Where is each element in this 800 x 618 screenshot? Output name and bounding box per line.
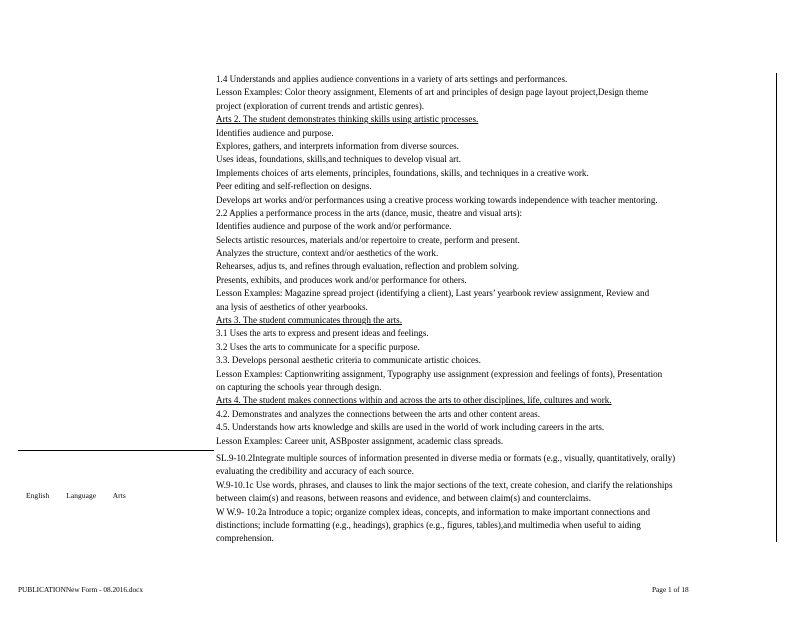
standard-heading: Arts 4. The student makes connections within and across the arts to other disciplines, life, cultures and work. [216,395,612,406]
lesson-examples-line: Lesson Examples: Captionwriting assignment, Typography use assignment (expression and feelings of fonts), Presentation [216,368,663,379]
ela-standard-line: W.9-10.1c Use words, phrases, and clauses to link the major sections of the text, create cohesion, and clarify the relationships [216,479,673,490]
body-line: Selects artistic resources, materials and/or repertoire to create, perform and present. [216,234,520,245]
row-divider [18,450,214,451]
body-line: Peer editing and self-reflection on designs. [216,181,372,192]
subject-arts: Arts [112,491,126,500]
body-line: Identifies audience and purpose of the work and/or performance. [216,221,452,232]
ela-standard-line: SL.9-10.2Integrate multiple sources of information presented in diverse media or formats (e.g., visually, quantitatively, orally) [216,453,676,463]
footer-filename: PUBLICATIONNew Form - 08.2016.docx [18,585,144,594]
ela-standard-line: between claim(s) and reasons, between reasons and evidence, and between claim(s) and counterclaims. [216,493,591,504]
ela-standard-line: distinctions; include formatting (e.g., headings), graphics (e.g., figures, tables),and multimedia when useful to aiding [216,519,641,530]
lesson-examples-line: Lesson Examples: Color theory assignment, Elements of art and principles of design page layout project,Design theme [216,87,649,98]
standards-column [216,73,776,448]
ela-standards-column [216,452,776,546]
lesson-examples-line: Lesson Examples: Career unit, ASBposter assignment, academic class spreads. [216,435,504,446]
body-line: Presents, exhibits, and produces work and/or performance for others. [216,274,467,285]
table-right-border [776,73,777,542]
body-line: project (exploration of current trends and artistic genres). [216,100,425,111]
body-line: 3.1 Uses the arts to express and present ideas and feelings. [216,328,429,339]
body-line: Develops art works and/or performances using a creative process working towards independence with teacher mentoring. [216,194,658,205]
ela-standard-line: evaluating the credibility and accuracy of each source. [216,466,414,477]
subject-label [26,491,141,500]
body-line: 1.4 Understands and applies audience conventions in a variety of arts settings and performances. [216,74,568,84]
subject-language: Language [66,491,97,500]
body-line: Explores, gathers, and interprets information from diverse sources. [216,140,459,151]
body-line: 3.3. Develops personal aesthetic criteria to communicate artistic choices. [216,355,481,366]
body-line: Implements choices of arts elements, principles, foundations, skills, and techniques in a creative work. [216,167,589,178]
body-line: Rehearses, adjus ts, and refines through evaluation, reflection and problem solving. [216,261,520,272]
subject-english: English [26,491,50,500]
standard-heading: Arts 2. The student demonstrates thinking skills using artistic processes. [216,114,479,125]
body-line: Identifies audience and purpose. [216,127,334,138]
ela-standard-line: W W.9- 10.2a Introduce a topic; organize complex ideas, concepts, and information to make important connections and [216,506,651,517]
body-line: Analyzes the structure, context and/or aesthetics of the work. [216,248,439,259]
body-line: 3.2 Uses the arts to communicate for a specific purpose. [216,341,420,352]
footer-page-number: Page 1 of 18 [652,585,689,594]
lesson-examples-line: Lesson Examples: Magazine spread project (identifying a client), Last years’ yearbook review assignment, Review and [216,288,650,299]
body-line: Uses ideas, foundations, skills,and techniques to develop visual art. [216,154,461,165]
ela-standard-line: comprehension. [216,533,274,544]
body-line: 4.5. Understands how arts knowledge and skills are used in the world of work including careers in the arts. [216,422,605,433]
body-line: on capturing the schools year through design. [216,381,382,392]
standard-heading: Arts 3. The student communicates through the arts. [216,315,402,326]
body-line: ana lysis of aesthetics of other yearbooks. [216,301,368,312]
body-line: 4.2. Demonstrates and analyzes the connections between the arts and other content areas. [216,408,540,419]
body-line: 2.2 Applies a performance process in the arts (dance, music, theatre and visual arts): [216,207,523,218]
